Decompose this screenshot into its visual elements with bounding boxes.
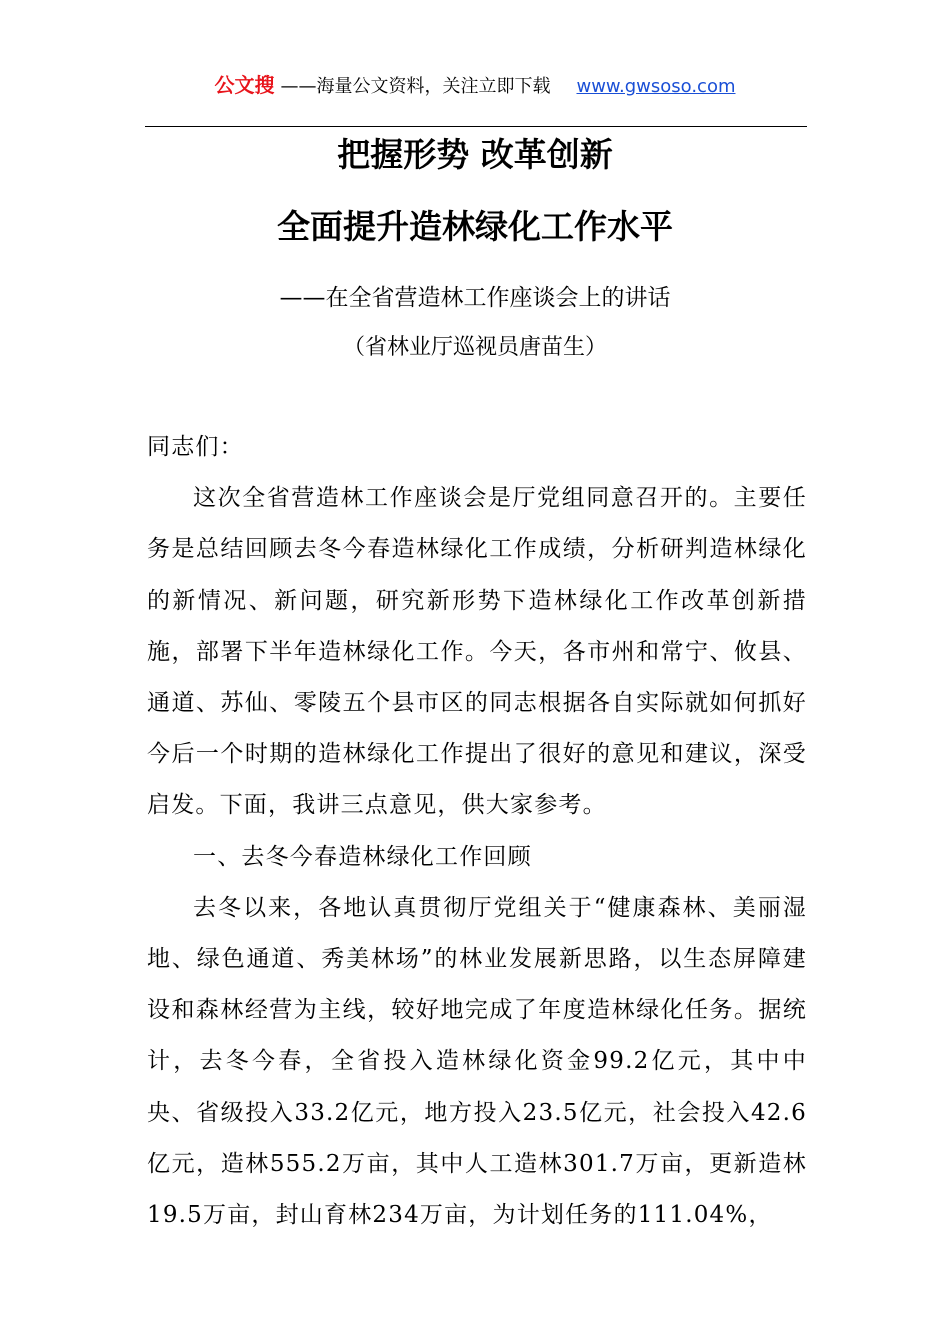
page-header	[0, 72, 950, 100]
document-title-line-2: 全面提升造林绿化工作水平	[277, 207, 673, 246]
body-paragraph: 这次全省营造林工作座谈会是厅党组同意召开的。主要任务是总结回顾去冬今春造林绿化工作成绩，分析研判造林绿化的新情况、新问题，研究新形势下造林绿化工作改革创新措施，部署下半年造林绿化工作。今天，各市州和常宁、攸县、通道、苏仙、零陵五个县市区的同志根据各自实际就如何抓好今后一个时期的造林绿化工作提出了很好的意见和建议，深受启发。下面，我讲三点意见，供大家参考。	[147, 485, 807, 819]
section-heading: 一、去冬今春造林绿化工作回顾	[193, 843, 532, 870]
document-body	[147, 422, 807, 1241]
site-link[interactable]: www.gwsoso.com	[576, 76, 736, 97]
brand-name: 公文搜	[214, 73, 275, 97]
salutation: 同志们：	[147, 434, 244, 460]
document-title-line-1: 把握形势 改革创新	[337, 135, 613, 174]
document-subtitle: ——在全省营造林工作座谈会上的讲话	[279, 285, 671, 311]
header-tagline: ——海量公文资料，关注立即下载	[280, 76, 551, 97]
body-paragraph: 去冬以来，各地认真贯彻厅党组关于“健康森林、美丽湿地、绿色通道、秀美林场”的林业发展新思路，以生态屏障建设和森林经营为主线，较好地完成了年度造林绿化任务。据统计，去冬今春，全省投入造林绿化资金99.2亿元，其中中央、省级投入33.2亿元，地方投入23.5亿元，社会投入42.6亿元，造林555.2万亩，其中人工造林301.7万亩，更新造林19.5万亩，封山育林234万亩，为计划任务的111.04%，	[147, 894, 807, 1229]
speaker-line: （省林业厅巡视员唐苗生）	[342, 335, 607, 360]
header-divider	[145, 126, 807, 127]
